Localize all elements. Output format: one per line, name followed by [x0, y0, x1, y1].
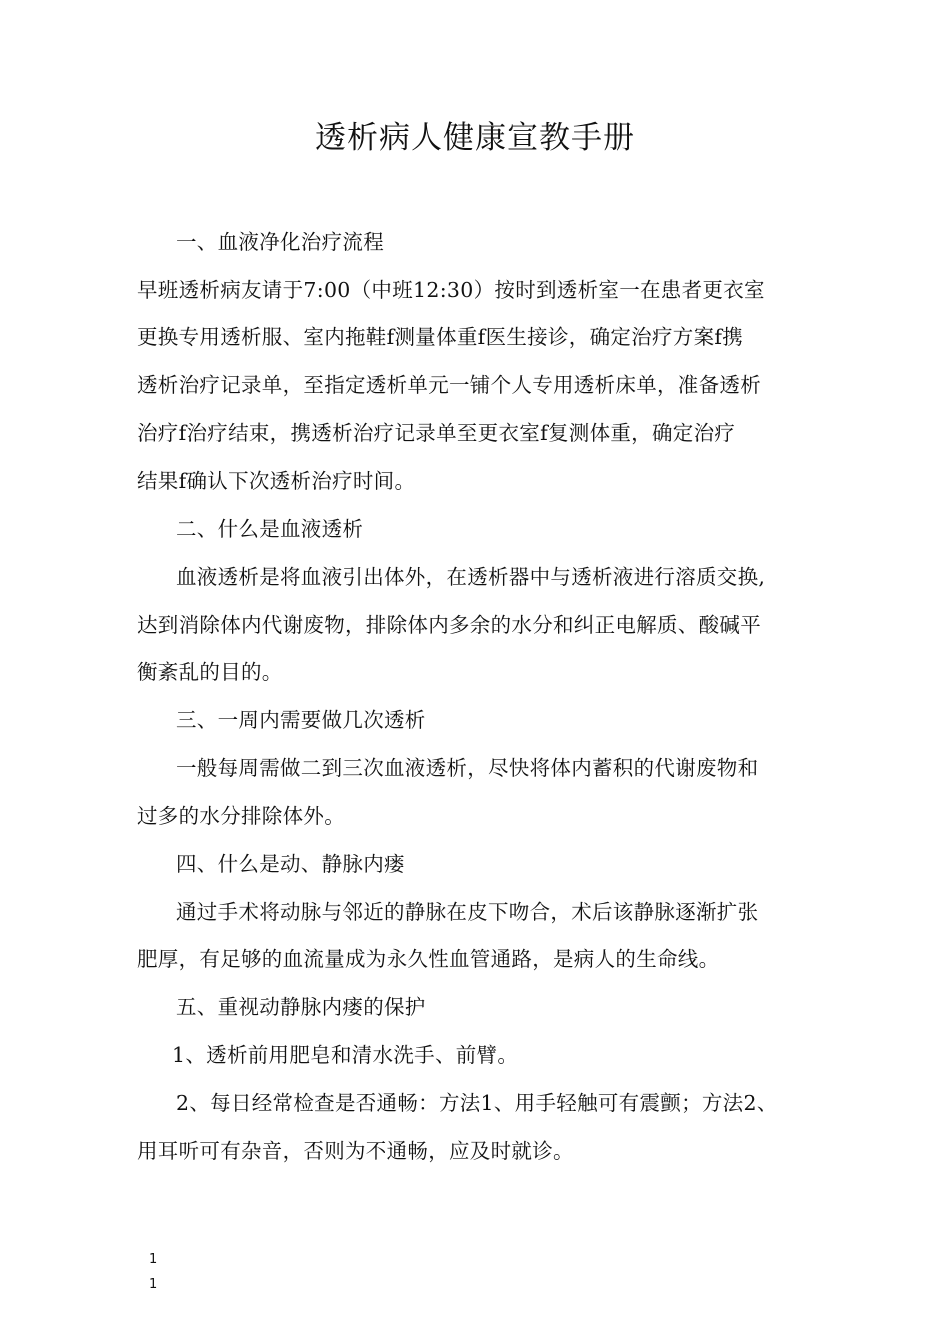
paragraph-line: 达到消除体内代谢废物，排除体内多余的水分和纠正电解质、酸碱平	[137, 613, 761, 637]
paragraph-line: 一般每周需做二到三次血液透析，尽快将体内蓄积的代谢废物和	[176, 756, 759, 780]
document-title: 透析病人健康宣教手册	[315, 120, 635, 156]
list-item-continuation: 用耳听可有杂音，否则为不通畅，应及时就诊。	[137, 1139, 574, 1163]
paragraph-line: 通过手术将动脉与邻近的静脉在皮下吻合，术后该静脉逐渐扩张	[176, 900, 759, 924]
section-heading-5: 五、重视动静脉内瘘的保护	[176, 995, 426, 1019]
section-heading-2: 二、什么是血液透析	[176, 517, 364, 541]
paragraph-line: 透析治疗记录单，至指定透析单元一铺个人专用透析床单，准备透析	[137, 373, 761, 397]
paragraph-line: 早班透析病友请于7:00（中班12:30）按时到透析室一在患者更衣室	[137, 278, 765, 302]
list-item: 2、每日经常检查是否通畅：方法1、用手轻触可有震颤；方法2、	[176, 1091, 778, 1115]
page-number: 1	[149, 1252, 158, 1267]
paragraph-line: 衡紊乱的目的。	[137, 660, 283, 684]
paragraph-line: 血液透析是将血液引出体外，在透析器中与透析液进行溶质交换,	[176, 565, 766, 589]
paragraph-line: 更换专用透析服、室内拖鞋f测量体重f医生接诊，确定治疗方案f携	[137, 325, 744, 349]
page-number: 1	[149, 1277, 158, 1292]
paragraph-line: 治疗f治疗结束，携透析治疗记录单至更衣室f复测体重，确定治疗	[137, 421, 736, 445]
list-item: 1、透析前用肥皂和清水洗手、前臂。	[172, 1043, 519, 1067]
paragraph-line: 肥厚，有足够的血流量成为永久性血管通路，是病人的生命线。	[137, 947, 720, 971]
paragraph-line: 结果f确认下次透析治疗时间。	[137, 469, 416, 493]
section-heading-1: 一、血液净化治疗流程	[176, 230, 384, 254]
section-heading-3: 三、一周内需要做几次透析	[176, 708, 426, 732]
paragraph-line: 过多的水分排除体外。	[137, 804, 345, 828]
section-heading-4: 四、什么是动、静脉内瘘	[176, 852, 405, 876]
